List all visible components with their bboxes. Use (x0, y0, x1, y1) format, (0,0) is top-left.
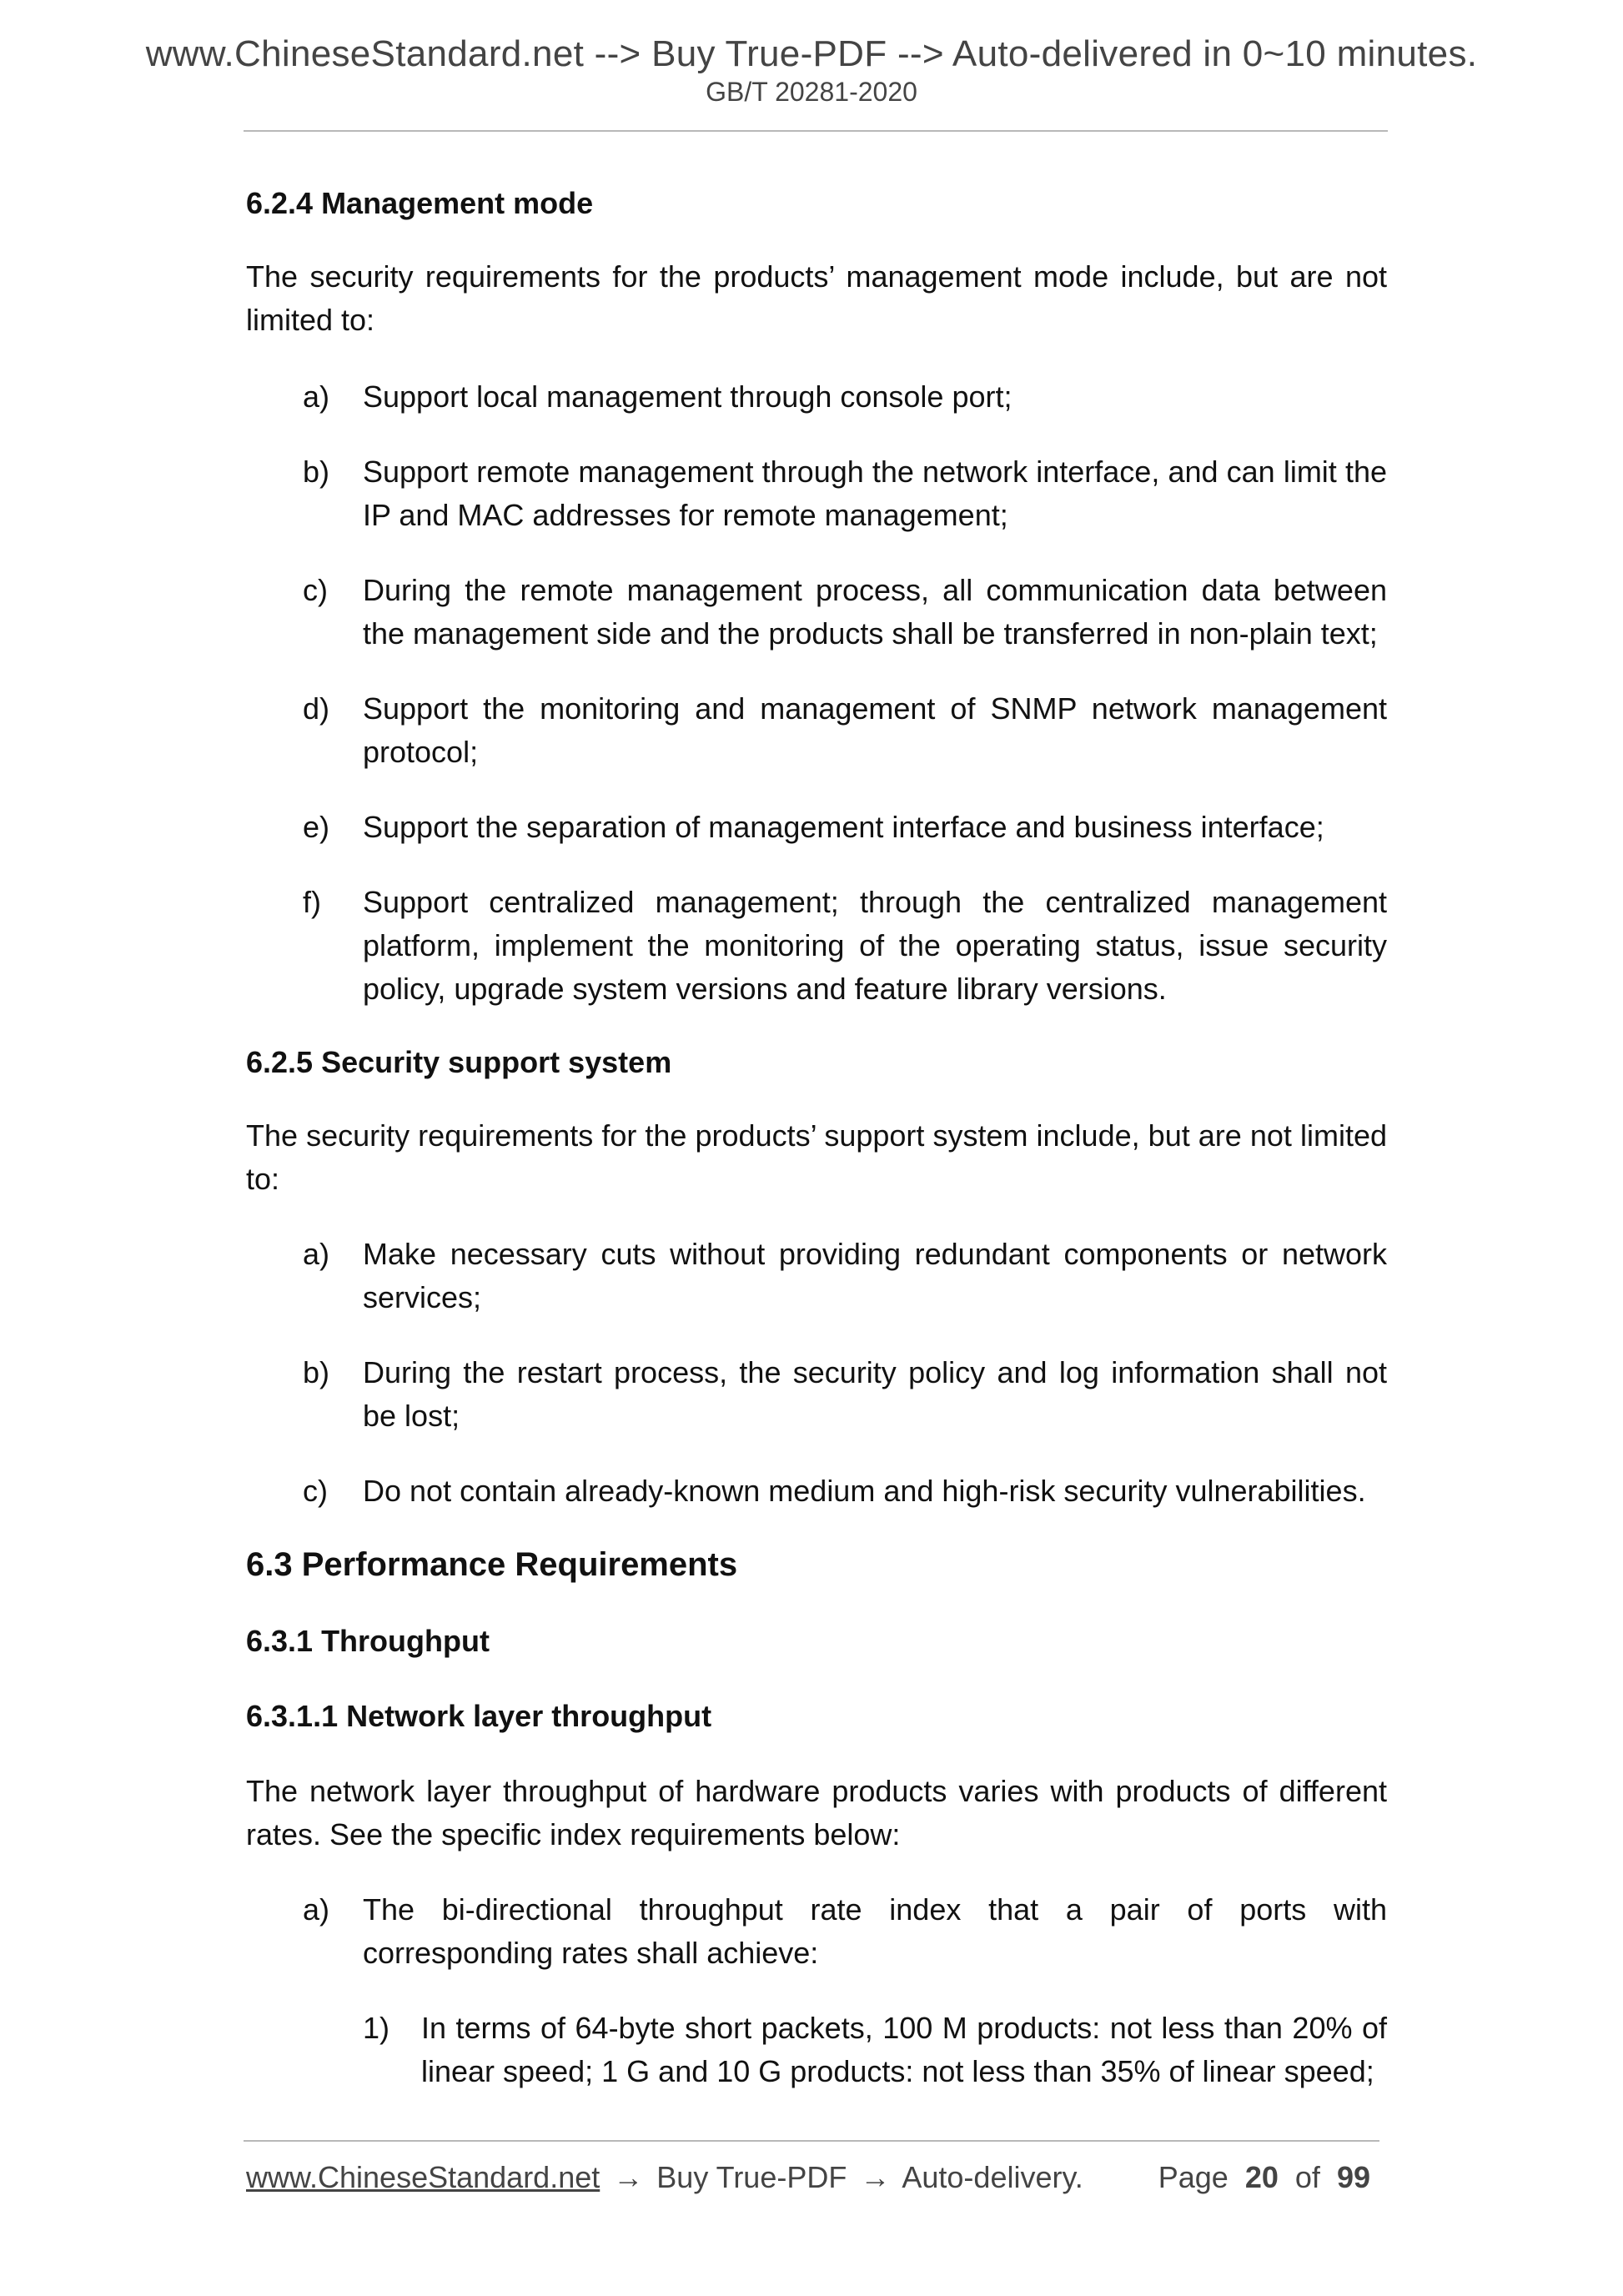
list-marker: a) (303, 1892, 330, 1927)
page-of-label: of (1294, 2160, 1320, 2194)
list-item (246, 1233, 1387, 1319)
list-item-text: The bi-directional throughput rate index that a pair of ports with corresponding rates shall achieve: (363, 1892, 1387, 1970)
footer-auto-text: Auto-delivery. (902, 2160, 1083, 2194)
sub-list-item-text: In terms of 64-byte short packets, 100 M products: not less than 20% of linear speed; 1 G and 10 G products: not less than 35% of linear speed; (421, 2011, 1387, 2088)
section-heading-6-2-4: 6.2.4 Management mode (246, 186, 594, 220)
arrow-right-icon: → (860, 2160, 891, 2194)
section-heading-6-2-5: 6.2.5 Security support system (246, 1045, 672, 1079)
sub-list-item (246, 2007, 1387, 2093)
list-item-text: During the remote management process, all communication data between the management side and the products shall be transferred in non-plain text; (363, 573, 1387, 651)
list-marker: b) (303, 455, 330, 489)
list-item-text: Do not contain already-known medium and high-risk security vulnerabilities. (363, 1474, 1366, 1508)
section-intro-6-2-4: The security requirements for the products’ management mode include, but are not limited to: (246, 259, 1387, 337)
list-item-text: Support centralized management; through the centralized management platform, implement the monitoring of the operating status, issue security policy, upgrade system versions and feature library versions. (363, 885, 1387, 1006)
list-item (246, 1351, 1387, 1438)
list-item (246, 687, 1387, 774)
list-marker: c) (303, 573, 328, 607)
footer-divider (244, 2140, 1379, 2142)
list-marker: a) (303, 379, 330, 414)
page-indicator (1158, 2160, 1370, 2195)
page-total: 99 (1336, 2160, 1370, 2194)
section-intro-6-3-1-1: The network layer throughput of hardware products varies with products of different rates. See the specific index requirements below: (246, 1774, 1387, 1851)
list-item (246, 806, 1387, 849)
list-marker: e) (303, 810, 330, 844)
list-item (246, 375, 1387, 419)
list-marker: b) (303, 1355, 330, 1389)
list-item-text: During the restart process, the security policy and log information shall not be lost; (363, 1355, 1387, 1433)
list-item-text: Support the separation of management interface and business interface; (363, 810, 1324, 844)
list-marker: a) (303, 1237, 330, 1271)
list-item (246, 569, 1387, 656)
page-number: 20 (1244, 2160, 1279, 2194)
list-item-text: Make necessary cuts without providing redundant components or network services; (363, 1237, 1387, 1314)
footer-buy-text: Buy True-PDF (656, 2160, 847, 2194)
section-heading-6-3-1: 6.3.1 Throughput (246, 1624, 490, 1658)
page-footer (246, 2160, 1380, 2195)
sub-list-marker: 1) (363, 2011, 390, 2045)
list-item-text: Support local management through console port; (363, 379, 1012, 414)
list-marker: c) (303, 1474, 328, 1508)
list-item (246, 450, 1387, 537)
list-marker: f) (303, 885, 321, 919)
site-banner: www.ChineseStandard.net --> Buy True-PDF --> Auto-delivered in 0~10 minutes. (145, 33, 1478, 74)
standard-code: GB/T 20281-2020 (706, 77, 917, 107)
footer-site-link[interactable]: www.ChineseStandard.net (246, 2160, 600, 2194)
list-item (246, 1470, 1387, 1513)
section-intro-6-2-5: The security requirements for the products’ support system include, but are not limited to: (246, 1118, 1387, 1196)
page-label: Page (1158, 2160, 1229, 2194)
section-heading-6-3: 6.3 Performance Requirements (246, 1546, 738, 1583)
list-marker: d) (303, 691, 330, 726)
list-item-text: Support the monitoring and management of SNMP network management protocol; (363, 691, 1387, 769)
arrow-right-icon: → (613, 2160, 644, 2194)
list-item (246, 881, 1387, 1011)
list-item (246, 1888, 1387, 1975)
list-item-text: Support remote management through the network interface, and can limit the IP and MAC addresses for remote management; (363, 455, 1387, 532)
section-heading-6-3-1-1: 6.3.1.1 Network layer throughput (246, 1699, 712, 1733)
